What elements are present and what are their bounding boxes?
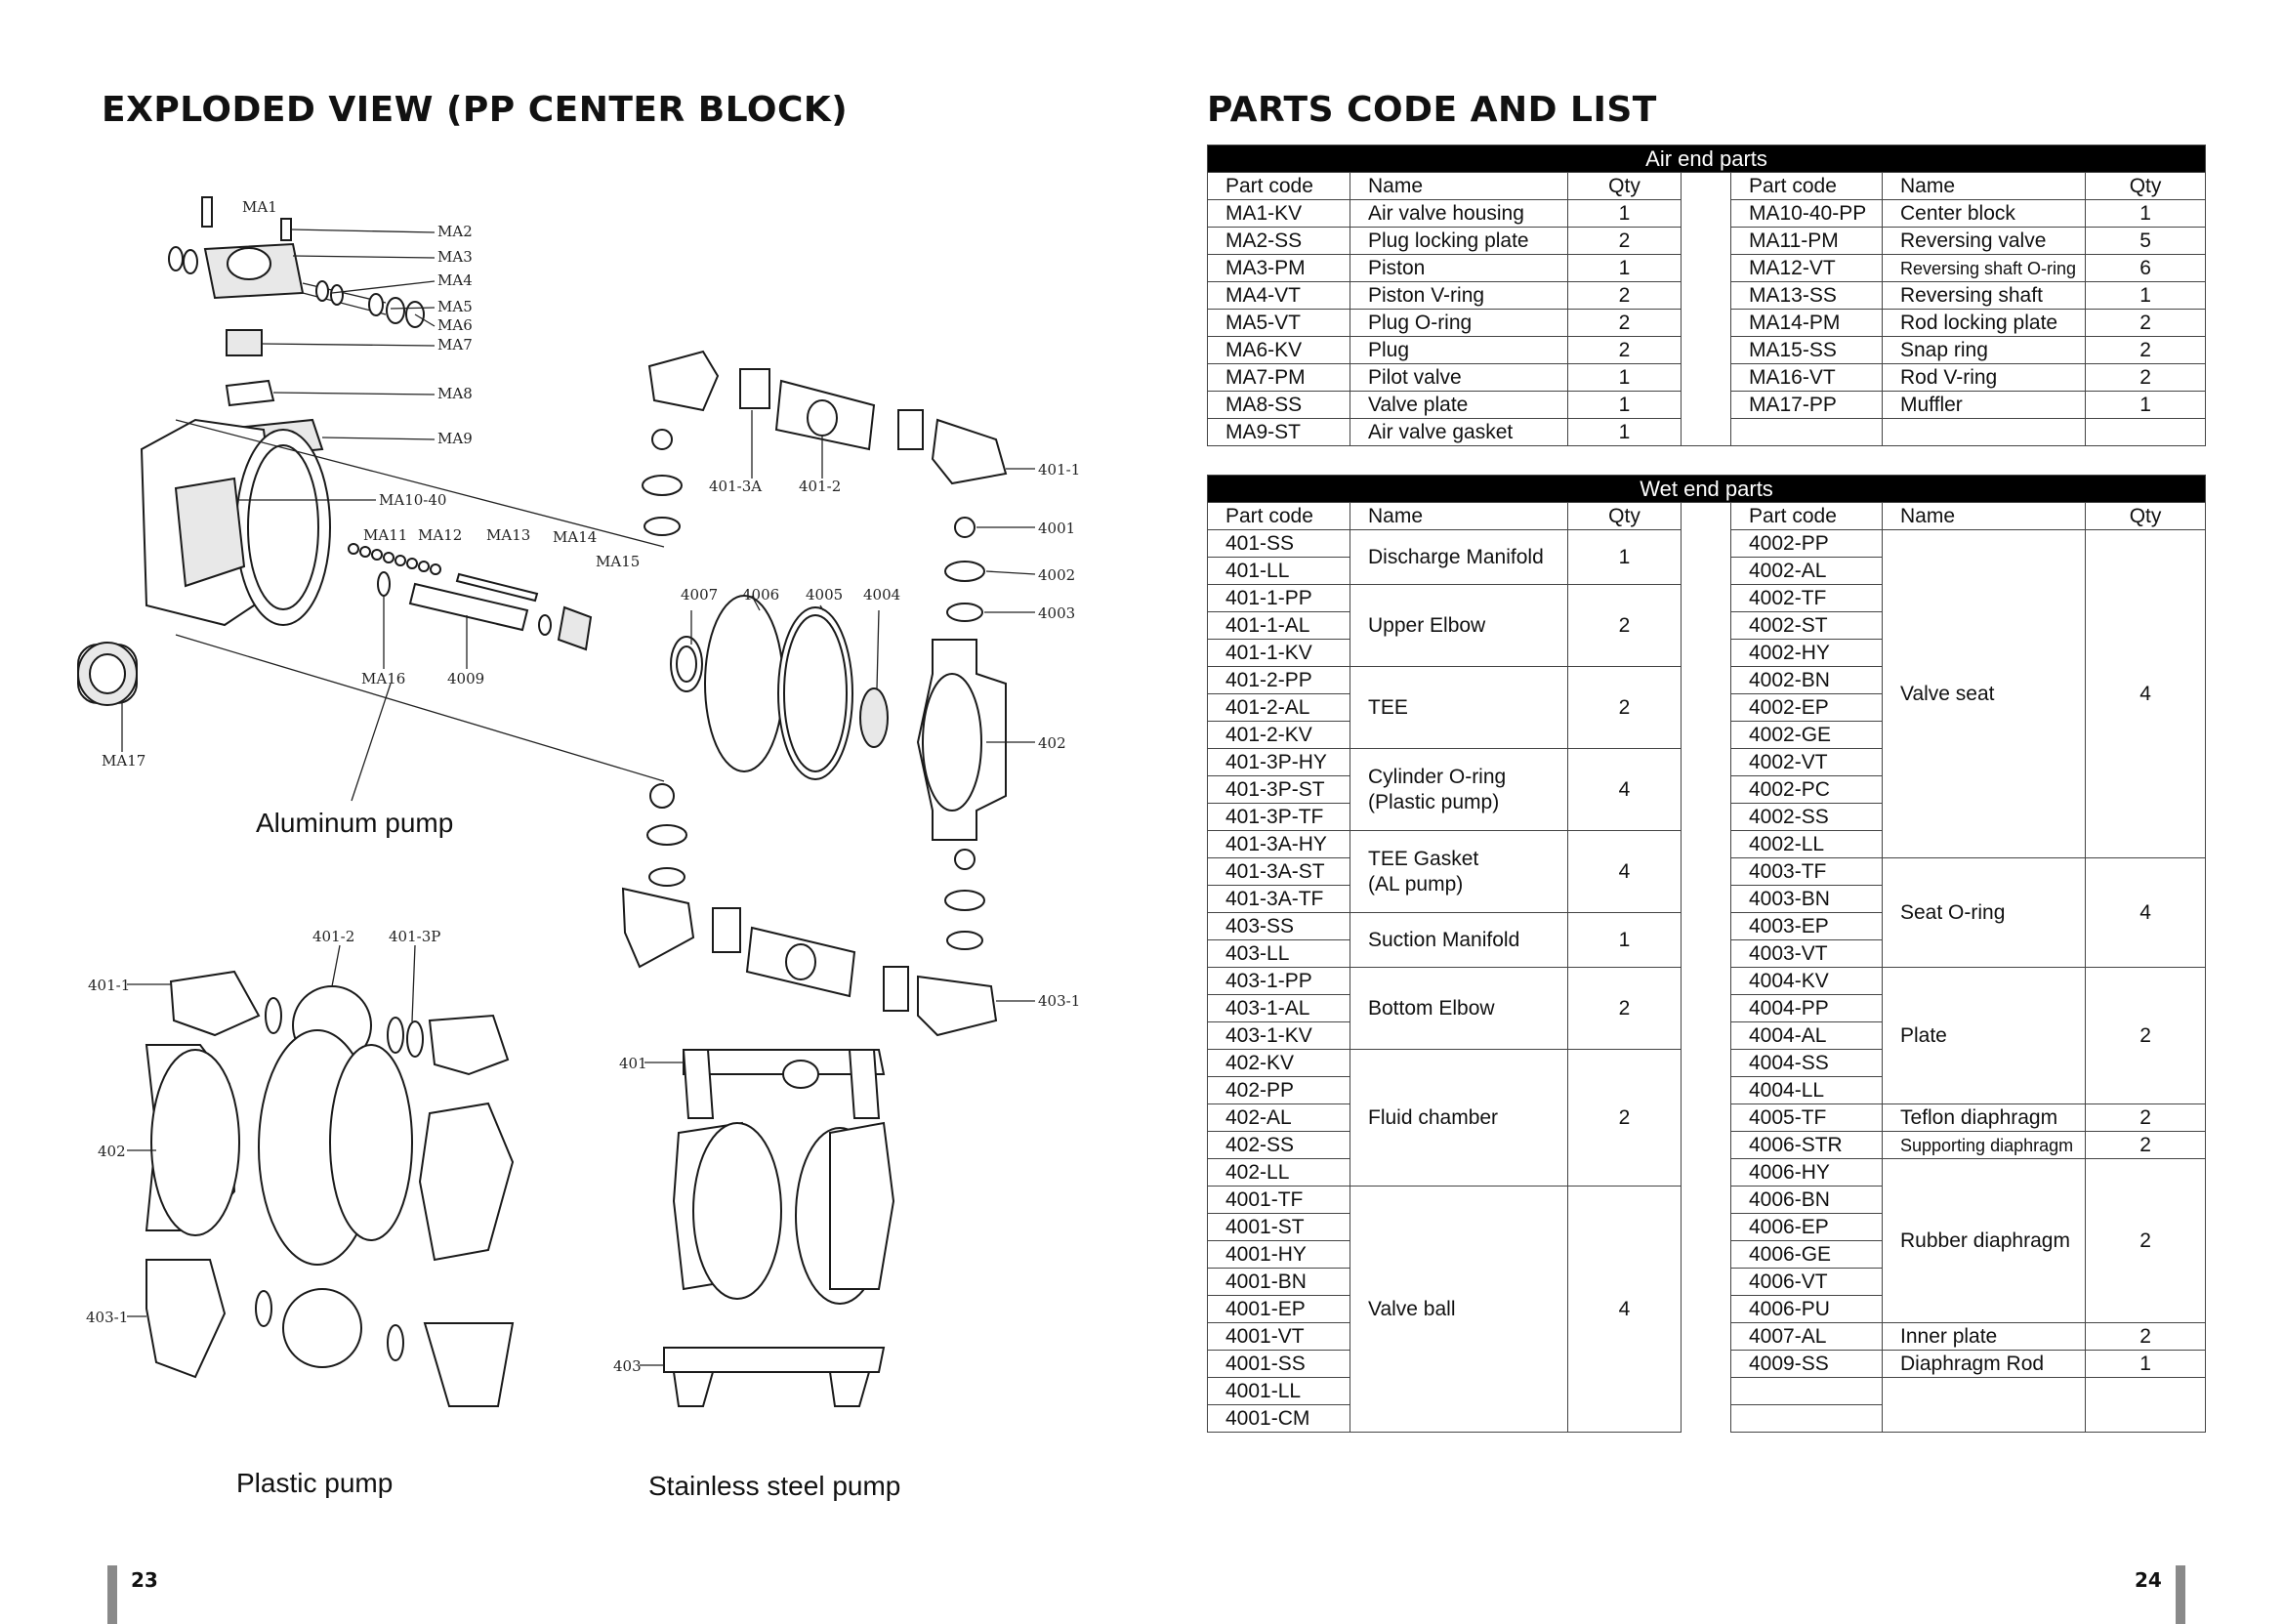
part-code: 4001-VT <box>1208 1323 1350 1351</box>
part-code: MA2-SS <box>1208 228 1350 255</box>
part-code: MA17-PP <box>1731 392 1883 419</box>
part-name <box>1350 1187 1568 1433</box>
part-code: MA5-VT <box>1208 310 1350 337</box>
part-code: 4003-BN <box>1731 886 1883 913</box>
column-header: Name <box>1350 503 1568 530</box>
part-code: 401-3P-ST <box>1208 776 1350 804</box>
part-qty: 4 <box>1568 1187 1682 1433</box>
right-page-title: PARTS CODE AND LIST <box>1207 90 1657 130</box>
label-ma15: MA15 <box>596 553 641 570</box>
label-ma9: MA9 <box>437 430 473 447</box>
part-name-line: Cylinder O-ring <box>1368 765 1507 788</box>
part-code: 4004-KV <box>1731 968 1883 995</box>
table-row <box>1208 255 2206 282</box>
caption-plastic-pump: Plastic pump <box>236 1468 394 1498</box>
part-name: Snap ring <box>1883 337 2086 364</box>
air-column-row <box>1208 173 2206 200</box>
label-4001: 4001 <box>1038 520 1076 537</box>
part-name: Supporting diaphragm <box>1883 1132 2086 1159</box>
part-qty: 1 <box>2086 282 2206 310</box>
part-name-line: TEE <box>1368 695 1408 719</box>
part-name-line: Suction Manifold <box>1368 928 1520 951</box>
part-name: Reversing shaft <box>1883 282 2086 310</box>
part-qty: 2 <box>2086 968 2206 1104</box>
left-page-bar <box>107 1565 117 1624</box>
part-qty: 1 <box>2086 200 2206 228</box>
part-name: Reversing shaft O-ring <box>1883 255 2086 282</box>
part-name <box>1350 1050 1568 1187</box>
label-ma5: MA5 <box>437 298 473 315</box>
part-qty: 2 <box>2086 310 2206 337</box>
column-header: Name <box>1883 173 2086 200</box>
part-code: 4002-GE <box>1731 722 1883 749</box>
part-name: Rod V-ring <box>1883 364 2086 392</box>
diaphragm-stack <box>671 596 888 779</box>
part-code: 402-LL <box>1208 1159 1350 1187</box>
part-code: 401-3A-ST <box>1208 858 1350 886</box>
air-header-row <box>1208 146 2206 173</box>
part-code: 402-KV <box>1208 1050 1350 1077</box>
label-plastic-403-1: 403-1 <box>86 1309 129 1326</box>
label-ma2: MA2 <box>437 223 473 240</box>
part-code: 4006-HY <box>1731 1159 1883 1187</box>
part-code <box>1731 1405 1883 1433</box>
air-end-parts-table <box>1207 145 2206 460</box>
part-code: 401-3P-HY <box>1208 749 1350 776</box>
part-name-line: (AL pump) <box>1368 872 1464 895</box>
column-header: Qty <box>2086 503 2206 530</box>
label-4002: 4002 <box>1038 566 1076 584</box>
part-qty: 2 <box>2086 1104 2206 1132</box>
part-code: MA14-PM <box>1731 310 1883 337</box>
label-ma11: MA11 <box>363 526 408 544</box>
part-code: 403-SS <box>1208 913 1350 940</box>
label-ma17: MA17 <box>102 752 146 770</box>
part-code: 401-3P-TF <box>1208 804 1350 831</box>
part-name: Plug O-ring <box>1350 310 1568 337</box>
part-qty <box>2086 1378 2206 1433</box>
part-code: MA3-PM <box>1208 255 1350 282</box>
label-plastic-401-2: 401-2 <box>312 928 355 945</box>
part-name <box>1350 968 1568 1050</box>
left-page-number: 23 <box>131 1568 158 1592</box>
part-name: Diaphragm Rod <box>1883 1351 2086 1378</box>
part-code: 4007-AL <box>1731 1323 1883 1351</box>
wet-end-header: Wet end parts <box>1208 476 2206 503</box>
part-code: 4004-PP <box>1731 995 1883 1022</box>
part-code: 4002-LL <box>1731 831 1883 858</box>
part-name-line: Bottom Elbow <box>1368 996 1495 1020</box>
part-code: 401-LL <box>1208 558 1350 585</box>
part-qty: 6 <box>2086 255 2206 282</box>
label-ma16: MA16 <box>361 670 406 687</box>
part-name: Reversing valve <box>1883 228 2086 255</box>
part-name: Plate <box>1883 968 2086 1104</box>
part-qty: 2 <box>1568 667 1682 749</box>
part-qty: 1 <box>1568 913 1682 968</box>
part-code: MA4-VT <box>1208 282 1350 310</box>
part-code: 4001-LL <box>1208 1378 1350 1405</box>
part-qty: 1 <box>2086 392 2206 419</box>
part-qty: 1 <box>2086 1351 2206 1378</box>
right-page-bar <box>2176 1565 2185 1624</box>
label-4004: 4004 <box>863 586 901 604</box>
part-code: 401-1-PP <box>1208 585 1350 612</box>
part-code: 4006-EP <box>1731 1214 1883 1241</box>
part-code: 4006-GE <box>1731 1241 1883 1269</box>
table-row <box>1208 364 2206 392</box>
caption-stainless-pump: Stainless steel pump <box>648 1471 901 1501</box>
part-name-line: Valve ball <box>1368 1297 1456 1320</box>
part-name: Air valve gasket <box>1350 419 1568 446</box>
label-ma1: MA1 <box>242 198 277 216</box>
part-code: MA9-ST <box>1208 419 1350 446</box>
part-code: MA16-VT <box>1731 364 1883 392</box>
part-code: 401-2-KV <box>1208 722 1350 749</box>
table-row <box>1208 228 2206 255</box>
part-name: Piston V-ring <box>1350 282 1568 310</box>
column-header: Part code <box>1208 173 1350 200</box>
part-name-line: Discharge Manifold <box>1368 545 1544 568</box>
label-401-2: 401-2 <box>799 478 842 495</box>
label-ma12: MA12 <box>418 526 463 544</box>
part-name <box>1350 913 1568 968</box>
part-name: Air valve housing <box>1350 200 1568 228</box>
part-code: MA8-SS <box>1208 392 1350 419</box>
table-row <box>1208 310 2206 337</box>
part-qty: 2 <box>1568 228 1682 255</box>
part-code: 4006-STR <box>1731 1132 1883 1159</box>
part-qty: 4 <box>1568 749 1682 831</box>
part-code: MA1-KV <box>1208 200 1350 228</box>
label-401-1: 401-1 <box>1038 461 1081 479</box>
label-4005: 4005 <box>806 586 844 604</box>
part-qty: 2 <box>2086 1323 2206 1351</box>
label-4007: 4007 <box>681 586 719 604</box>
part-qty: 5 <box>2086 228 2206 255</box>
part-qty: 2 <box>1568 282 1682 310</box>
table-row <box>1208 200 2206 228</box>
label-401-3a: 401-3A <box>709 478 763 495</box>
part-code: MA13-SS <box>1731 282 1883 310</box>
part-code: 4002-VT <box>1731 749 1883 776</box>
part-code: 4005-TF <box>1731 1104 1883 1132</box>
part-name: Plug <box>1350 337 1568 364</box>
label-4009: 4009 <box>447 670 485 687</box>
part-code: 4001-TF <box>1208 1187 1350 1214</box>
part-code: MA6-KV <box>1208 337 1350 364</box>
part-qty: 2 <box>2086 1159 2206 1323</box>
part-code: 403-1-PP <box>1208 968 1350 995</box>
fluid-chamber-right <box>918 640 1035 840</box>
part-name <box>1883 419 2086 446</box>
column-header: Qty <box>2086 173 2206 200</box>
right-page-number: 24 <box>2135 1568 2162 1592</box>
label-ma8: MA8 <box>437 385 473 402</box>
part-name: Inner plate <box>1883 1323 2086 1351</box>
part-name: Pilot valve <box>1350 364 1568 392</box>
part-name-line: Fluid chamber <box>1368 1105 1499 1129</box>
part-code: 401-2-PP <box>1208 667 1350 694</box>
part-name: Teflon diaphragm <box>1883 1104 2086 1132</box>
label-4006: 4006 <box>742 586 780 604</box>
label-403-1: 403-1 <box>1038 992 1081 1010</box>
part-qty: 1 <box>1568 255 1682 282</box>
part-qty: 4 <box>1568 831 1682 913</box>
part-name <box>1350 667 1568 749</box>
part-code: MA12-VT <box>1731 255 1883 282</box>
part-code: 4002-HY <box>1731 640 1883 667</box>
part-code: 4006-BN <box>1731 1187 1883 1214</box>
part-qty: 1 <box>1568 530 1682 585</box>
part-name <box>1350 749 1568 831</box>
part-code: 4002-EP <box>1731 694 1883 722</box>
part-name: Piston <box>1350 255 1568 282</box>
part-code: 4002-ST <box>1731 612 1883 640</box>
part-code: 4001-HY <box>1208 1241 1350 1269</box>
part-code: 4002-TF <box>1731 585 1883 612</box>
part-qty: 4 <box>2086 858 2206 968</box>
column-header: Part code <box>1208 503 1350 530</box>
part-code: 402-SS <box>1208 1132 1350 1159</box>
table-row <box>1208 392 2206 419</box>
column-header: Part code <box>1731 503 1883 530</box>
part-qty: 2 <box>1568 585 1682 667</box>
part-code: 4001-SS <box>1208 1351 1350 1378</box>
part-name: Valve plate <box>1350 392 1568 419</box>
part-name: Valve seat <box>1883 530 2086 858</box>
part-code: MA7-PM <box>1208 364 1350 392</box>
label-plastic-401-1: 401-1 <box>88 977 131 994</box>
label-402: 402 <box>1038 734 1066 752</box>
wet-header-row <box>1208 476 2206 503</box>
label-ma7: MA7 <box>437 336 473 354</box>
label-plastic-401-3p: 401-3P <box>389 928 441 945</box>
part-code: 4001-ST <box>1208 1214 1350 1241</box>
part-qty: 2 <box>2086 364 2206 392</box>
column-header: Qty <box>1568 503 1682 530</box>
label-ma14: MA14 <box>553 528 598 546</box>
air-valve-assembly <box>169 197 424 459</box>
part-code: 401-SS <box>1208 530 1350 558</box>
label-ma10-40: MA10-40 <box>379 491 447 509</box>
part-qty: 2 <box>1568 310 1682 337</box>
table-row <box>1208 337 2206 364</box>
label-ma13: MA13 <box>486 526 531 544</box>
part-code: 4002-PP <box>1731 530 1883 558</box>
part-qty: 4 <box>2086 530 2206 858</box>
part-code: 4006-PU <box>1731 1296 1883 1323</box>
part-code: 4003-EP <box>1731 913 1883 940</box>
part-code: 4001-BN <box>1208 1269 1350 1296</box>
left-page-title: EXPLODED VIEW (PP CENTER BLOCK) <box>102 90 849 130</box>
part-name <box>1883 1378 2086 1433</box>
part-qty: 2 <box>2086 337 2206 364</box>
part-code: 402-PP <box>1208 1077 1350 1104</box>
part-qty: 1 <box>1568 364 1682 392</box>
label-ss-403: 403 <box>613 1357 642 1375</box>
wet-column-row <box>1208 503 2206 530</box>
exploded-view-diagram <box>0 0 1172 1562</box>
part-name: Rubber diaphragm <box>1883 1159 2086 1323</box>
part-qty: 2 <box>1568 337 1682 364</box>
label-ma4: MA4 <box>437 271 473 289</box>
part-code <box>1731 1378 1883 1405</box>
part-code: 4002-AL <box>1731 558 1883 585</box>
part-code: 401-3A-HY <box>1208 831 1350 858</box>
part-code: 401-1-KV <box>1208 640 1350 667</box>
part-name-line: TEE Gasket <box>1368 847 1479 870</box>
part-code: MA11-PM <box>1731 228 1883 255</box>
column-header: Name <box>1883 503 2086 530</box>
label-ma3: MA3 <box>437 248 473 266</box>
table-row <box>1208 282 2206 310</box>
part-code: 4006-VT <box>1731 1269 1883 1296</box>
part-name-line: Upper Elbow <box>1368 613 1486 637</box>
part-code: 4001-EP <box>1208 1296 1350 1323</box>
part-code: 4001-CM <box>1208 1405 1350 1433</box>
part-code: 401-3A-TF <box>1208 886 1350 913</box>
part-code: 401-2-AL <box>1208 694 1350 722</box>
part-code: 403-1-KV <box>1208 1022 1350 1050</box>
column-header: Qty <box>1568 173 1682 200</box>
label-ss-401: 401 <box>619 1055 647 1072</box>
part-qty: 2 <box>2086 1132 2206 1159</box>
part-code: 4002-SS <box>1731 804 1883 831</box>
part-code: 4002-PC <box>1731 776 1883 804</box>
part-qty: 2 <box>1568 968 1682 1050</box>
part-code: MA10-40-PP <box>1731 200 1883 228</box>
part-code <box>1731 419 1883 446</box>
part-name: Center block <box>1883 200 2086 228</box>
part-qty: 1 <box>1568 392 1682 419</box>
part-name: Rod locking plate <box>1883 310 2086 337</box>
stainless-pump-illustration <box>640 1050 893 1406</box>
column-header: Part code <box>1731 173 1883 200</box>
table-row <box>1208 419 2206 446</box>
part-code: 401-1-AL <box>1208 612 1350 640</box>
part-name-line: (Plastic pump) <box>1368 790 1500 813</box>
part-code: 4004-SS <box>1731 1050 1883 1077</box>
part-code: 4003-VT <box>1731 940 1883 968</box>
center-block <box>142 420 664 781</box>
column-header: Name <box>1350 173 1568 200</box>
part-code: 4003-TF <box>1731 858 1883 886</box>
part-code: 403-1-AL <box>1208 995 1350 1022</box>
part-code: 403-LL <box>1208 940 1350 968</box>
caption-aluminum-pump: Aluminum pump <box>256 808 454 838</box>
part-code: 402-AL <box>1208 1104 1350 1132</box>
part-code: MA15-SS <box>1731 337 1883 364</box>
label-4003: 4003 <box>1038 604 1076 622</box>
part-qty: 1 <box>1568 200 1682 228</box>
part-qty: 2 <box>1568 1050 1682 1187</box>
part-name: Muffler <box>1883 392 2086 419</box>
part-code: 4004-AL <box>1731 1022 1883 1050</box>
part-code: 4009-SS <box>1731 1351 1883 1378</box>
part-name <box>1350 831 1568 913</box>
label-ma6: MA6 <box>437 316 473 334</box>
wet-end-parts-table <box>1207 475 2206 1433</box>
plastic-pump-illustration <box>127 945 513 1406</box>
part-code: 4002-BN <box>1731 667 1883 694</box>
part-qty <box>2086 419 2206 446</box>
part-name <box>1350 530 1568 585</box>
air-end-header: Air end parts <box>1208 146 2206 173</box>
label-plastic-402: 402 <box>98 1143 126 1160</box>
part-name: Plug locking plate <box>1350 228 1568 255</box>
part-name: Seat O-ring <box>1883 858 2086 968</box>
muffler <box>78 643 137 752</box>
table-row <box>1208 968 2206 995</box>
part-name <box>1350 585 1568 667</box>
part-qty: 1 <box>1568 419 1682 446</box>
part-code: 4004-LL <box>1731 1077 1883 1104</box>
table-row <box>1208 530 2206 558</box>
